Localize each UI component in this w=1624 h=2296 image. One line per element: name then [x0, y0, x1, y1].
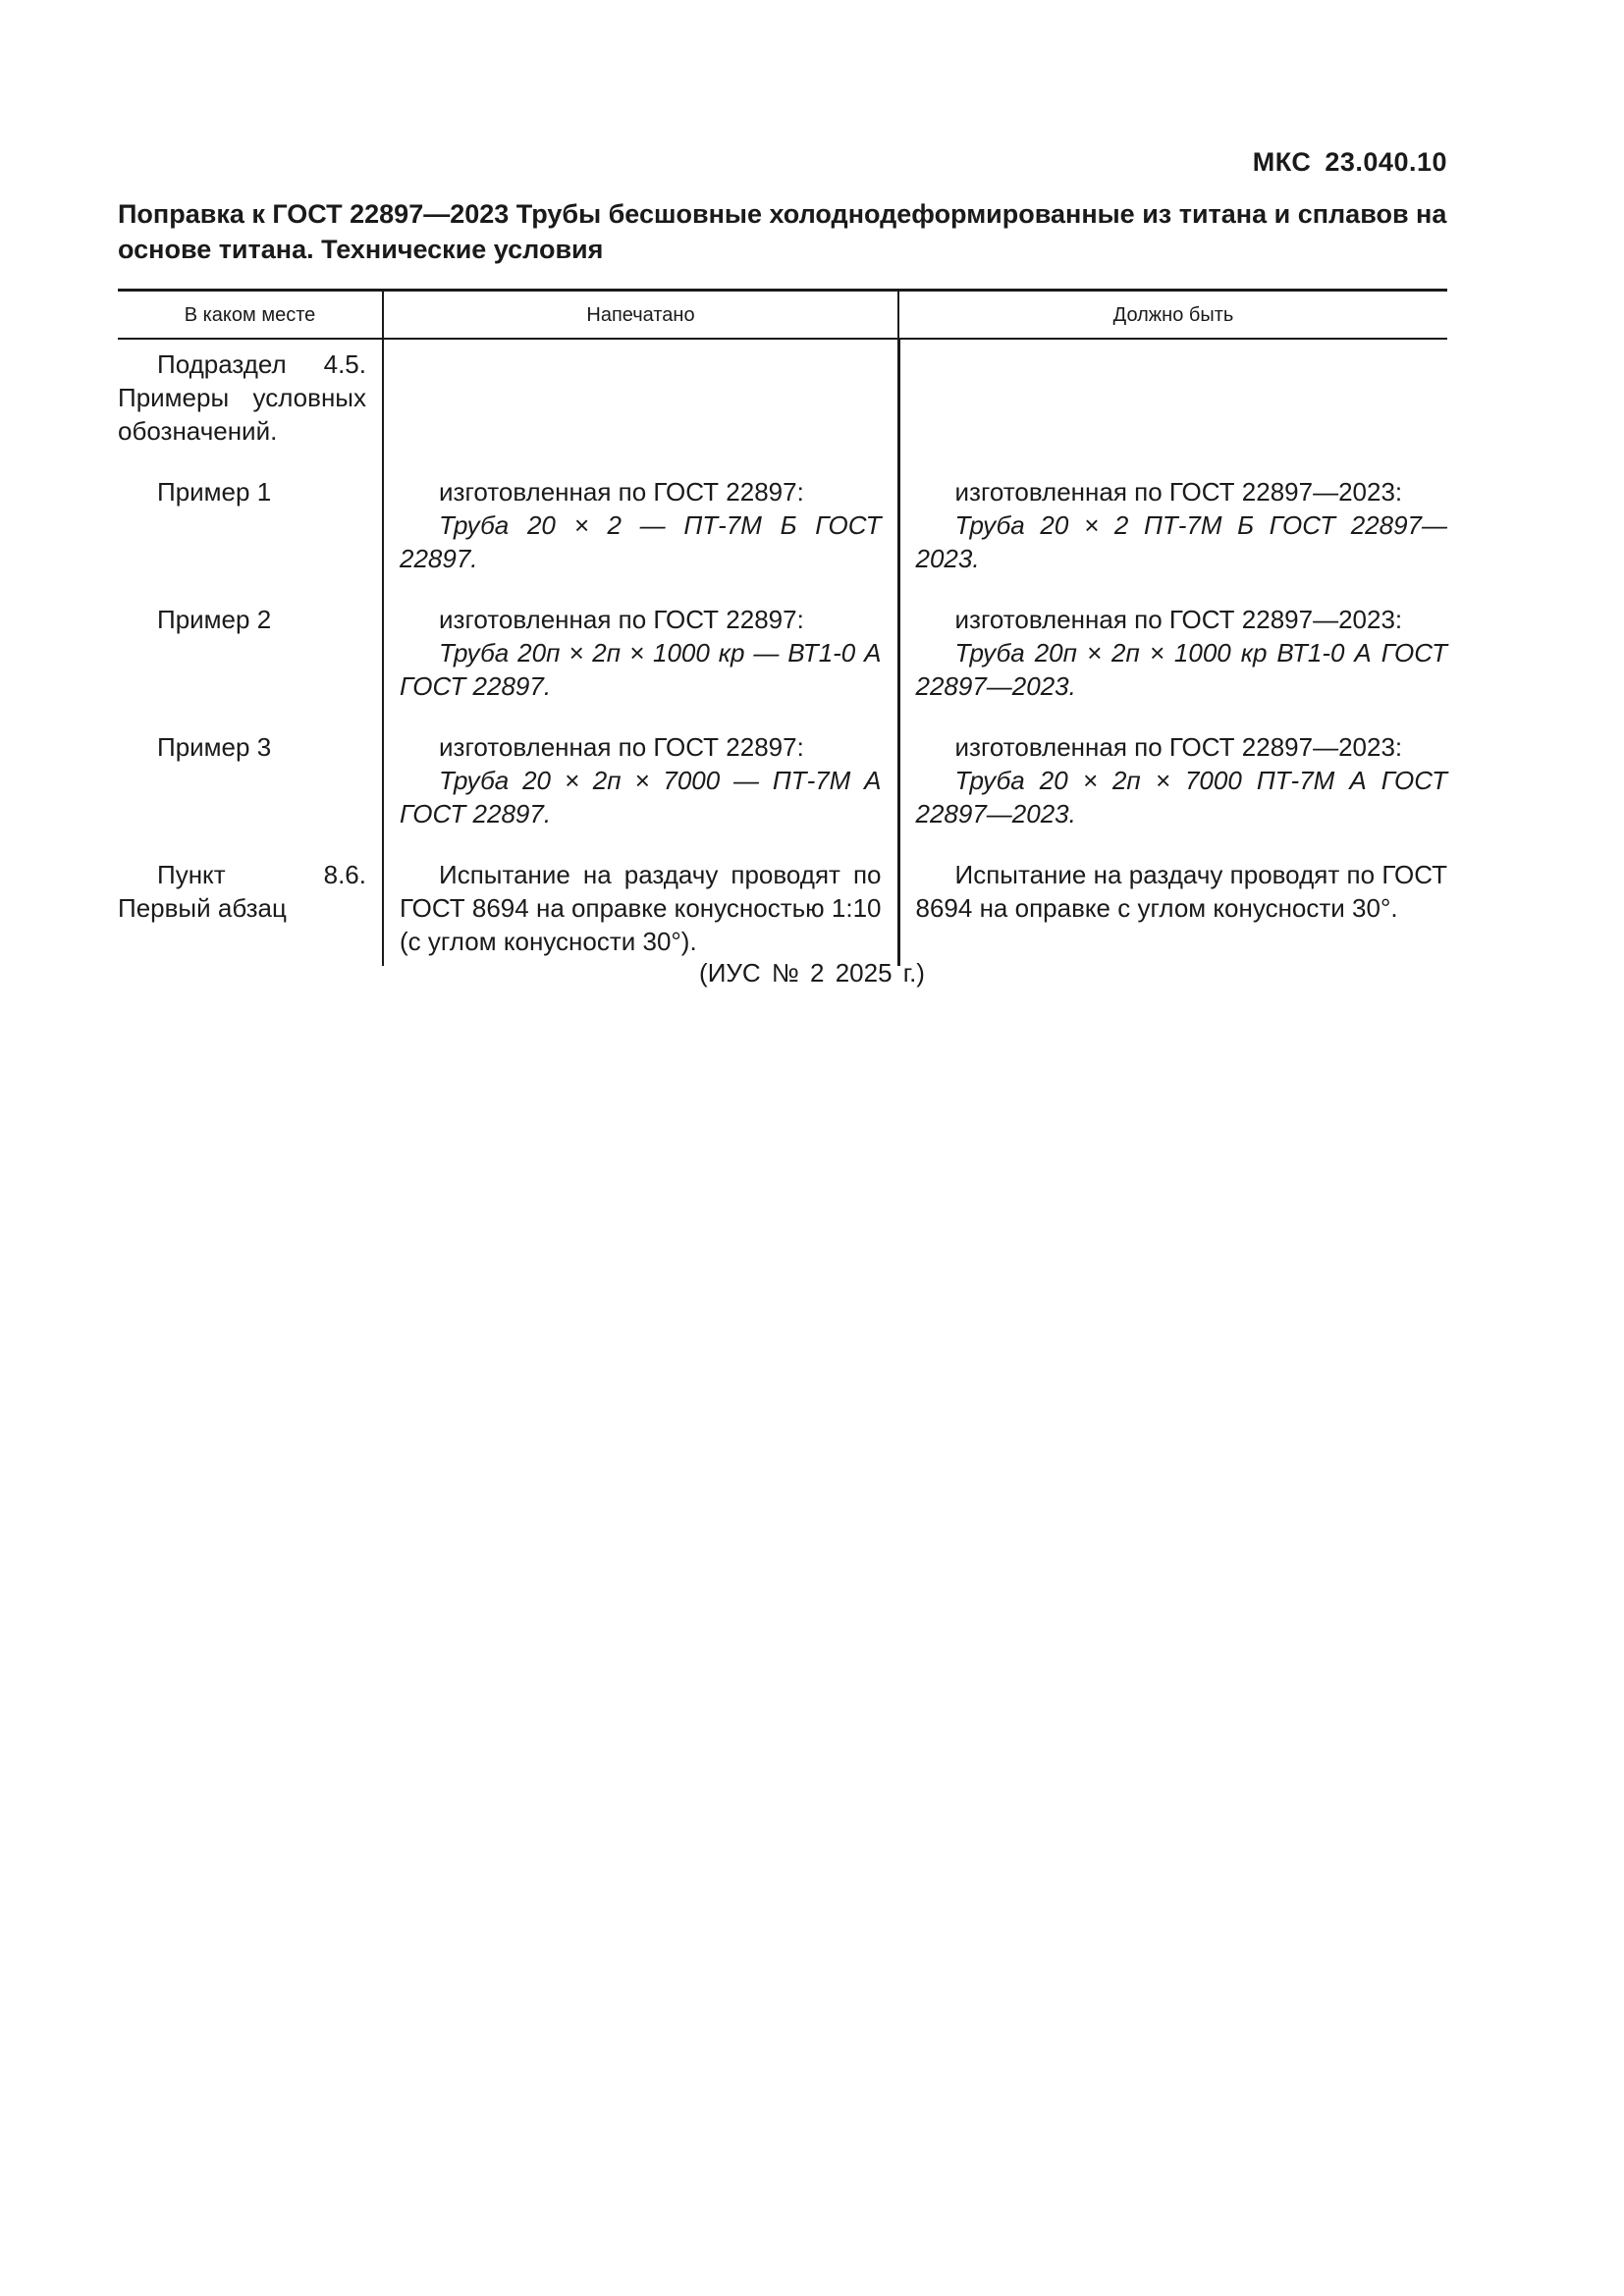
correct-intro: изготовленная по ГОСТ 22897—2023:: [954, 605, 1403, 634]
cell-subsection: [118, 339, 383, 475]
cell-empty: [898, 339, 1447, 475]
table-row: [118, 730, 1447, 858]
header-place: В каком месте: [118, 291, 383, 340]
subsection-label: Подраздел 4.5. Примеры условных обозначений.: [118, 349, 366, 446]
correct-code: Труба 20 × 2 ПТ-7М Б ГОСТ 22897—2023.: [915, 510, 1447, 573]
table-row: [118, 475, 1447, 603]
table-row: [118, 603, 1447, 730]
example-label: Пример 2: [157, 605, 272, 634]
printed-intro: изготовленная по ГОСТ 22897:: [439, 732, 804, 762]
amendment-table: [118, 289, 1447, 966]
table-header-row: [118, 291, 1447, 340]
printed-code: Труба 20п × 2п × 1000 кр — ВТ1-0 А ГОСТ 22897.: [400, 638, 882, 701]
header-correct: Должно быть: [898, 291, 1447, 340]
printed-code: Труба 20 × 2п × 7000 — ПТ-7М А ГОСТ 22897.: [400, 766, 882, 828]
table-row: [118, 858, 1447, 966]
cell-printed: [383, 730, 898, 858]
cell-printed: [383, 475, 898, 603]
clause-label: Пункт 8.6. Первый абзац: [118, 860, 366, 923]
cell-place: [118, 475, 383, 603]
cell-place: [118, 858, 383, 966]
mks-code: МКС 23.040.10: [1252, 147, 1447, 177]
correct-intro: изготовленная по ГОСТ 22897—2023:: [954, 477, 1403, 507]
printed-intro: изготовленная по ГОСТ 22897:: [439, 477, 804, 507]
example-label: Пример 1: [157, 477, 272, 507]
table-row: [118, 339, 1447, 475]
cell-correct: [898, 603, 1447, 730]
cell-correct: [898, 475, 1447, 603]
cell-place: [118, 730, 383, 858]
example-label: Пример 3: [157, 732, 272, 762]
cell-correct: [898, 858, 1447, 966]
clause-correct-text: Испытание на раздачу проводят по ГОСТ 8694 на оправке с углом конусности 30°.: [915, 860, 1447, 923]
document-title: Поправка к ГОСТ 22897—2023 Трубы бесшовные холоднодеформированные из титана и сплавов на основе титана. Технические условия: [118, 199, 1447, 264]
correct-code: Труба 20п × 2п × 1000 кр ВТ1-0 А ГОСТ 22897—2023.: [915, 638, 1447, 701]
correct-code: Труба 20 × 2п × 7000 ПТ-7М А ГОСТ 22897—2023.: [915, 766, 1447, 828]
cell-printed: [383, 603, 898, 730]
printed-code: Труба 20 × 2 — ПТ-7М Б ГОСТ 22897.: [400, 510, 882, 573]
printed-intro: изготовленная по ГОСТ 22897:: [439, 605, 804, 634]
cell-empty: [383, 339, 898, 475]
cell-printed: [383, 858, 898, 966]
cell-place: [118, 603, 383, 730]
cell-correct: [898, 730, 1447, 858]
correct-intro: изготовленная по ГОСТ 22897—2023:: [954, 732, 1403, 762]
header-printed: Напечатано: [383, 291, 898, 340]
clause-printed-text: Испытание на раздачу проводят по ГОСТ 8694 на оправке конусностью 1:10 (с углом конусности 30°).: [400, 860, 882, 956]
ius-reference: (ИУС № 2 2025 г.): [699, 958, 925, 988]
